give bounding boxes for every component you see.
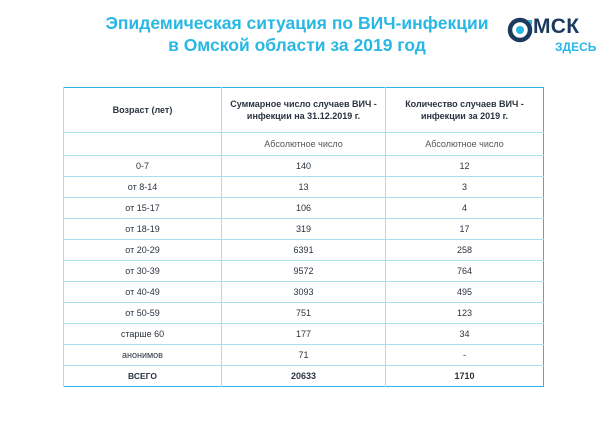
cell-age: от 18-19 <box>64 219 222 240</box>
title-line-1: Эпидемическая ситуация по ВИЧ-инфекции <box>105 13 489 33</box>
cell-age: от 30-39 <box>64 261 222 282</box>
cell-total: 140 <box>222 156 386 177</box>
cell-2019: 764 <box>386 261 544 282</box>
cell-2019: 4 <box>386 198 544 219</box>
subheader-2019: Абсолютное число <box>386 133 544 156</box>
cell-age: от 50-59 <box>64 303 222 324</box>
cell-2019: 34 <box>386 324 544 345</box>
cell-age: от 15-17 <box>64 198 222 219</box>
total-2019: 1710 <box>386 366 544 387</box>
cell-total: 9572 <box>222 261 386 282</box>
cell-age: от 20-29 <box>64 240 222 261</box>
cell-total: 751 <box>222 303 386 324</box>
hiv-statistics-table <box>63 87 544 387</box>
cell-age: от 8-14 <box>64 177 222 198</box>
table-row <box>64 177 544 198</box>
omsk-zdes-logo <box>505 14 595 62</box>
subheader-age <box>64 133 222 156</box>
table-header-row <box>64 88 544 133</box>
table-total-row <box>64 366 544 387</box>
table-row <box>64 198 544 219</box>
cell-2019: 17 <box>386 219 544 240</box>
header-age: Возраст (лет) <box>64 88 222 133</box>
cell-total: 13 <box>222 177 386 198</box>
cell-2019: 123 <box>386 303 544 324</box>
table-row <box>64 282 544 303</box>
table-row <box>64 240 544 261</box>
table-subheader-row <box>64 133 544 156</box>
table-row <box>64 219 544 240</box>
table-row <box>64 156 544 177</box>
logo-subtext: ЗДЕСЬ <box>555 40 597 54</box>
cell-2019: 3 <box>386 177 544 198</box>
table-row <box>64 324 544 345</box>
cell-total: 319 <box>222 219 386 240</box>
logo-word: МСК <box>533 15 580 38</box>
total-label: ВСЕГО <box>64 366 222 387</box>
cell-age: 0-7 <box>64 156 222 177</box>
cell-2019: - <box>386 345 544 366</box>
page-title <box>82 12 512 56</box>
cell-total: 71 <box>222 345 386 366</box>
cell-2019: 12 <box>386 156 544 177</box>
cell-age: от 40-49 <box>64 282 222 303</box>
subheader-total: Абсолютное число <box>222 133 386 156</box>
table-row <box>64 345 544 366</box>
table-row <box>64 303 544 324</box>
cell-2019: 495 <box>386 282 544 303</box>
cell-2019: 258 <box>386 240 544 261</box>
cell-total: 106 <box>222 198 386 219</box>
cell-total: 3093 <box>222 282 386 303</box>
title-line-2: в Омской области за 2019 год <box>168 35 426 55</box>
header-cases-2019: Количество случаев ВИЧ - инфекции за 2019 г. <box>386 88 544 133</box>
cell-total: 177 <box>222 324 386 345</box>
cell-total: 6391 <box>222 240 386 261</box>
cell-age: анонимов <box>64 345 222 366</box>
cell-age: старше 60 <box>64 324 222 345</box>
total-cumulative: 20633 <box>222 366 386 387</box>
table-row <box>64 261 544 282</box>
logo-ring-icon <box>507 17 533 43</box>
header-total-cases: Суммарное число случаев ВИЧ - инфекции на 31.12.2019 г. <box>222 88 386 133</box>
